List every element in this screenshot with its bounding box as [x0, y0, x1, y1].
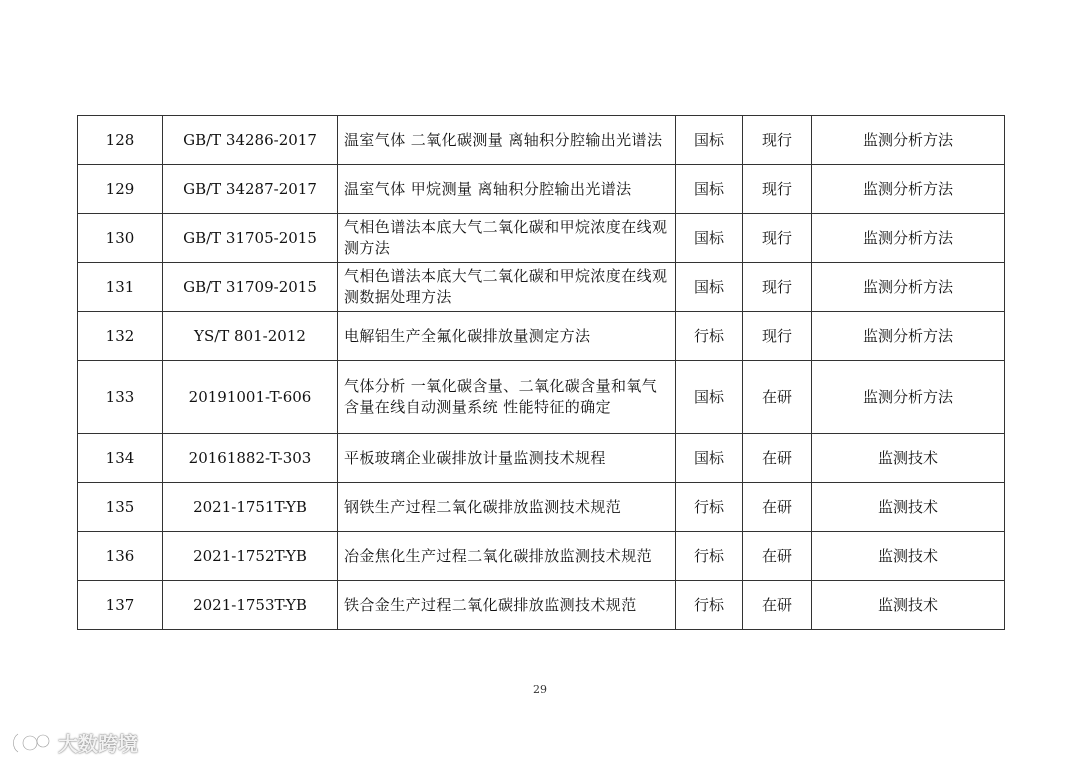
watermark — [10, 728, 138, 757]
standard-name: 平板玻璃企业碳排放计量监测技术规程 — [338, 434, 676, 483]
standard-name: 气相色谱法本底大气二氧化碳和甲烷浓度在线观测方法 — [338, 214, 676, 263]
standard-name: 气体分析 一氧化碳含量、二氧化碳含量和氧气含量在线自动测量系统 性能特征的确定 — [338, 361, 676, 434]
standard-type: 国标 — [676, 361, 743, 434]
standard-status: 在研 — [743, 581, 812, 630]
row-number: 134 — [78, 434, 163, 483]
standard-type: 国标 — [676, 116, 743, 165]
standard-status: 现行 — [743, 165, 812, 214]
standard-type: 国标 — [676, 165, 743, 214]
row-number: 136 — [78, 532, 163, 581]
standard-category: 监测技术 — [812, 434, 1005, 483]
standard-type: 国标 — [676, 263, 743, 312]
row-number: 135 — [78, 483, 163, 532]
standard-status: 在研 — [743, 361, 812, 434]
row-number: 129 — [78, 165, 163, 214]
standard-category: 监测分析方法 — [812, 312, 1005, 361]
watermark-text: 大数跨境 — [58, 732, 138, 756]
standard-status: 现行 — [743, 116, 812, 165]
standard-code: 20191001-T-606 — [163, 361, 338, 434]
table-row — [78, 581, 1005, 630]
table-row — [78, 312, 1005, 361]
standard-code: 2021-1753T-YB — [163, 581, 338, 630]
standard-code: GB/T 31705-2015 — [163, 214, 338, 263]
row-number: 130 — [78, 214, 163, 263]
row-number: 131 — [78, 263, 163, 312]
standard-type: 国标 — [676, 214, 743, 263]
standard-status: 现行 — [743, 263, 812, 312]
row-number: 128 — [78, 116, 163, 165]
standard-status: 在研 — [743, 483, 812, 532]
standard-name: 气相色谱法本底大气二氧化碳和甲烷浓度在线观测数据处理方法 — [338, 263, 676, 312]
standard-name: 钢铁生产过程二氧化碳排放监测技术规范 — [338, 483, 676, 532]
standard-name: 铁合金生产过程二氧化碳排放监测技术规范 — [338, 581, 676, 630]
table-row — [78, 361, 1005, 434]
standard-code: GB/T 34286-2017 — [163, 116, 338, 165]
table-row — [78, 214, 1005, 263]
standard-category: 监测技术 — [812, 581, 1005, 630]
standard-category: 监测分析方法 — [812, 361, 1005, 434]
table-row — [78, 532, 1005, 581]
standard-code: YS/T 801-2012 — [163, 312, 338, 361]
standard-code: 20161882-T-303 — [163, 434, 338, 483]
standard-code: 2021-1751T-YB — [163, 483, 338, 532]
table-row — [78, 165, 1005, 214]
standard-status: 现行 — [743, 312, 812, 361]
row-number: 132 — [78, 312, 163, 361]
standard-type: 行标 — [676, 581, 743, 630]
standard-type: 行标 — [676, 312, 743, 361]
table-row — [78, 483, 1005, 532]
row-number: 133 — [78, 361, 163, 434]
standard-type: 行标 — [676, 483, 743, 532]
standard-type: 国标 — [676, 434, 743, 483]
standard-name: 温室气体 二氧化碳测量 离轴积分腔输出光谱法 — [338, 116, 676, 165]
standards-table — [77, 115, 1005, 630]
standard-code: GB/T 34287-2017 — [163, 165, 338, 214]
watermark-logo-icon — [10, 730, 54, 756]
standard-type: 行标 — [676, 532, 743, 581]
table-row — [78, 434, 1005, 483]
standard-category: 监测技术 — [812, 483, 1005, 532]
standard-category: 监测技术 — [812, 532, 1005, 581]
standard-code: 2021-1752T-YB — [163, 532, 338, 581]
table-row — [78, 116, 1005, 165]
standard-status: 现行 — [743, 214, 812, 263]
row-number: 137 — [78, 581, 163, 630]
standard-name: 冶金焦化生产过程二氧化碳排放监测技术规范 — [338, 532, 676, 581]
page-number: 29 — [533, 683, 547, 696]
standard-category: 监测分析方法 — [812, 214, 1005, 263]
standard-status: 在研 — [743, 434, 812, 483]
standard-category: 监测分析方法 — [812, 263, 1005, 312]
standard-status: 在研 — [743, 532, 812, 581]
standard-name: 电解铝生产全氟化碳排放量测定方法 — [338, 312, 676, 361]
standard-category: 监测分析方法 — [812, 165, 1005, 214]
standard-name: 温室气体 甲烷测量 离轴积分腔输出光谱法 — [338, 165, 676, 214]
standard-code: GB/T 31709-2015 — [163, 263, 338, 312]
table-row — [78, 263, 1005, 312]
standard-category: 监测分析方法 — [812, 116, 1005, 165]
